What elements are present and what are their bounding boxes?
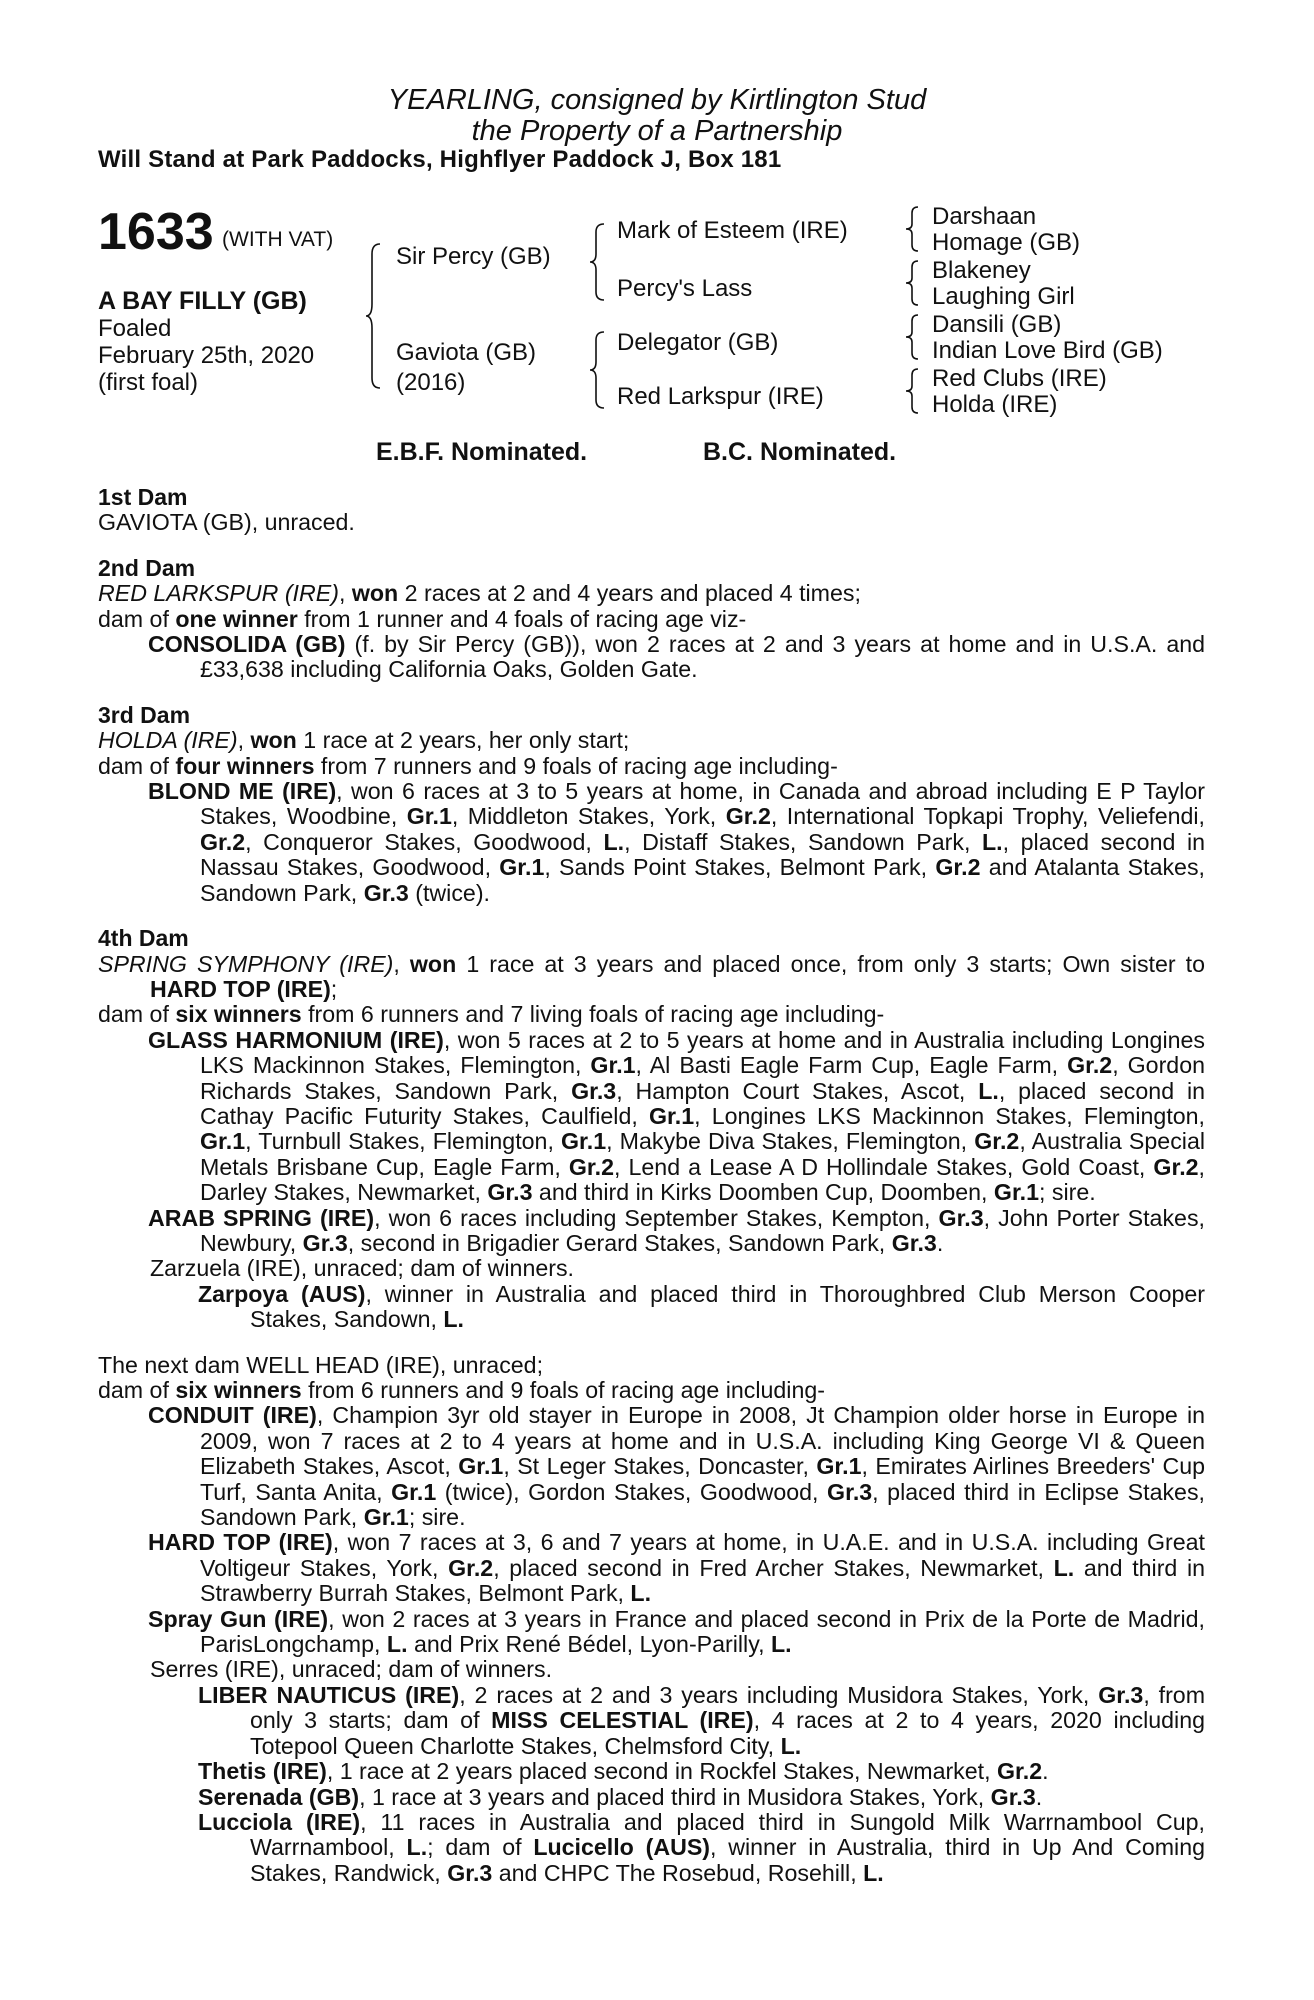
produce-entry-second-generation: Zarpoya (AUS), winner in Australia and placed third in Thoroughbred Club Merson Cooper Stakes, Sandown, L. [198, 1280, 1205, 1333]
third-dam-record: HOLDA (IRE), won 1 race at 2 years, her only start; [98, 727, 630, 754]
pedigree-brace-dd [906, 367, 922, 417]
stand-location: Will Stand at Park Paddocks, Highflyer Paddock J, Box 181 [98, 146, 782, 173]
produce-entry-second-generation: Thetis (IRE), 1 race at 2 years placed second in Rockfel Stakes, Newmarket, Gr.2. [198, 1758, 1049, 1785]
pedigree-sds: Blakeney [932, 257, 1031, 284]
produce-entry-second-generation: LIBER NAUTICUS (IRE), 2 races at 2 and 3 years including Musidora Stakes, York, Gr.3, from only 3 starts; dam of MISS CELESTIAL (IRE), 4 races at 2 to 4 years, 2020 including Totepool Queen Charlotte Stakes, Chelmsford City, L. [198, 1681, 1206, 1759]
ownership-line: the Property of a Partnership [471, 115, 843, 147]
second-dam-heading: 2nd Dam [98, 554, 196, 581]
vat-note: (WITH VAT) [222, 228, 334, 251]
produce-record [98, 485, 1205, 1886]
pedigree-brace-ss [906, 205, 922, 255]
produce-entry: BLOND ME (IRE), won 6 races at 3 to 5 years at home, in Canada and abroad including E P Taylor Stakes, Woodbine, Gr.1, Middleton Stakes, York, Gr.2, International Topkapi Trophy, Veliefendi, Gr.2, Conqueror Stakes, Goodwood, L., Distaff Stakes, Sandown Park, L., placed second in Nassau Stakes, Goodwood, Gr.1, Sands Point Stakes, Belmont Park, Gr.2 and Atalanta Stakes, Sandown Park, Gr.3 (twice). [148, 778, 1206, 906]
pedigree-dam-dam: Red Larkspur (IRE) [617, 383, 824, 410]
produce-entry: HARD TOP (IRE), won 7 races at 3, 6 and 7 years at home, in U.A.E. and in U.S.A. including Great Voltigeur Stakes, York, Gr.2, placed second in Fred Archer Stakes, Newmarket, L. and third in Strawberry Burrah Stakes, Belmont Park, L. [148, 1529, 1205, 1607]
lot-sex: A BAY FILLY (GB) [98, 287, 307, 315]
pedigree-brace-ds [906, 313, 922, 363]
ebf-nomination: E.B.F. Nominated. [376, 438, 588, 466]
pedigree-sire: Sir Percy (GB) [396, 243, 551, 270]
lot-description [98, 288, 314, 396]
fourth-dam-heading: 4th Dam [98, 925, 189, 952]
first-dam-heading: 1st Dam [98, 484, 188, 510]
third-dam-summary: dam of four winners from 7 runners and 9 foals of racing age including- [98, 752, 838, 779]
pedigree-sire-dam: Percy's Lass [617, 275, 753, 302]
pedigree-dsd: Indian Love Bird (GB) [932, 337, 1163, 364]
pedigree-sire-sire: Mark of Esteem (IRE) [617, 217, 848, 244]
second-dam-record: RED LARKSPUR (IRE), won 2 races at 2 and 4 years and placed 4 times; [98, 580, 861, 607]
pedigree-brace-sire [590, 222, 610, 304]
fourth-dam-summary: dam of six winners from 6 runners and 7 living foals of racing age including- [98, 1001, 885, 1028]
pedigree-dds: Red Clubs (IRE) [932, 365, 1107, 392]
fourth-dam-record: SPRING SYMPHONY (IRE), won 1 race at 3 years and placed once, from only 3 starts; Own sister to HARD TOP (IRE); [98, 950, 1206, 1002]
produce-entry-second-generation: Serenada (GB), 1 race at 3 years and placed third in Musidora Stakes, York, Gr.3. [198, 1783, 1043, 1810]
pedigree-dam: Gaviota (GB) [396, 339, 537, 366]
pedigree-brace-sd [906, 259, 922, 309]
produce-entry: ARAB SPRING (IRE), won 6 races including September Stakes, Kempton, Gr.3, John Porter Stakes, Newbury, Gr.3, second in Brigadier Gerard Stakes, Sandown Park, Gr.3. [148, 1204, 1205, 1256]
pedigree-brace-main [366, 242, 386, 392]
first-dam-text: GAVIOTA (GB), unraced. [98, 509, 355, 536]
pedigree-ddd: Holda (IRE) [932, 391, 1058, 418]
produce-entry: CONDUIT (IRE), Champion 3yr old stayer in Europe in 2008, Jt Champion older horse in Europe in 2009, won 7 races at 2 to 4 years at home and in U.S.A. including King George VI & Queen Elizabeth Stakes, Ascot, Gr.1, St Leger Stakes, Doncaster, Gr.1, Emirates Airlines Breeders' Cup Turf, Santa Anita, Gr.1 (twice), Gordon Stakes, Goodwood, Gr.3, placed third in Eclipse Stakes, Sandown Park, Gr.1; sire. [148, 1402, 1205, 1531]
lot-number: 1633 [98, 203, 214, 261]
consignment-line: YEARLING, consigned by Kirtlington Stud [387, 84, 927, 116]
produce-entry: GLASS HARMONIUM (IRE), won 5 races at 2 to 5 years at home and in Australia including Longines LKS Mackinnon Stakes, Flemington, Gr.1, Al Basti Eagle Farm Cup, Eagle Farm, Gr.2, Gordon Richards Stakes, Sandown Park, Gr.3, Hampton Court Stakes, Ascot, L., placed second in Cathay Pacific Futurity Stakes, Caulfield, Gr.1, Longines LKS Mackinnon Stakes, Flemington, Gr.1, Turnbull Stakes, Flemington, Gr.1, Makybe Diva Stakes, Flemington, Gr.2, Australia Special Metals Brisbane Cup, Eagle Farm, Gr.2, Lend a Lease A D Hollindale Stakes, Gold Coast, Gr.2, Darley Stakes, Newmarket, Gr.3 and third in Kirks Doomben Cup, Doomben, Gr.1; sire. [148, 1026, 1205, 1206]
second-dam-summary: dam of one winner from 1 runner and 4 foals of racing age viz- [98, 605, 747, 632]
produce-entry: Zarzuela (IRE), unraced; dam of winners. [150, 1255, 574, 1282]
produce-entry: Spray Gun (IRE), won 2 races at 3 years in France and placed second in Prix de la Porte de Madrid, ParisLongchamp, L. and Prix René Bédel, Lyon-Parilly, L. [148, 1605, 1205, 1658]
pedigree-dss: Dansili (GB) [932, 311, 1062, 338]
pedigree-dam-year: (2016) [396, 369, 466, 396]
next-dam-summary: dam of six winners from 6 runners and 9 foals of racing age including- [98, 1377, 825, 1403]
pedigree-ssd: Homage (GB) [932, 229, 1081, 256]
produce-entry-second-generation: Lucciola (IRE), 11 races in Australia and placed third in Sungold Milk Warrnambool Cup, Warrnambool, L.; dam of Lucicello (AUS), winner in Australia, third in Up And Coming Stakes, Randwick, Gr.3 and CHPC The Rosebud, Rosehill, L. [198, 1808, 1205, 1886]
bc-nomination: B.C. Nominated. [703, 438, 897, 466]
next-dam-intro: The next dam WELL HEAD (IRE), unraced; [98, 1351, 544, 1378]
pedigree-brace-dam [590, 330, 610, 412]
pedigree-dam-sire: Delegator (GB) [617, 329, 779, 356]
foal-note: (first foal) [98, 369, 199, 396]
foaled-date: February 25th, 2020 [98, 342, 315, 369]
foaled-label: Foaled [98, 315, 172, 342]
third-dam-heading: 3rd Dam [98, 701, 191, 728]
pedigree-sss: Darshaan [932, 203, 1037, 230]
produce-entry: Serres (IRE), unraced; dam of winners. [150, 1656, 553, 1683]
produce-entry: CONSOLIDA (GB) (f. by Sir Percy (GB)), won 2 races at 2 and 3 years at home and in U.S.A. and £33,638 including California Oaks, Golden Gate. [148, 631, 1206, 683]
pedigree-sdd: Laughing Girl [932, 283, 1075, 310]
